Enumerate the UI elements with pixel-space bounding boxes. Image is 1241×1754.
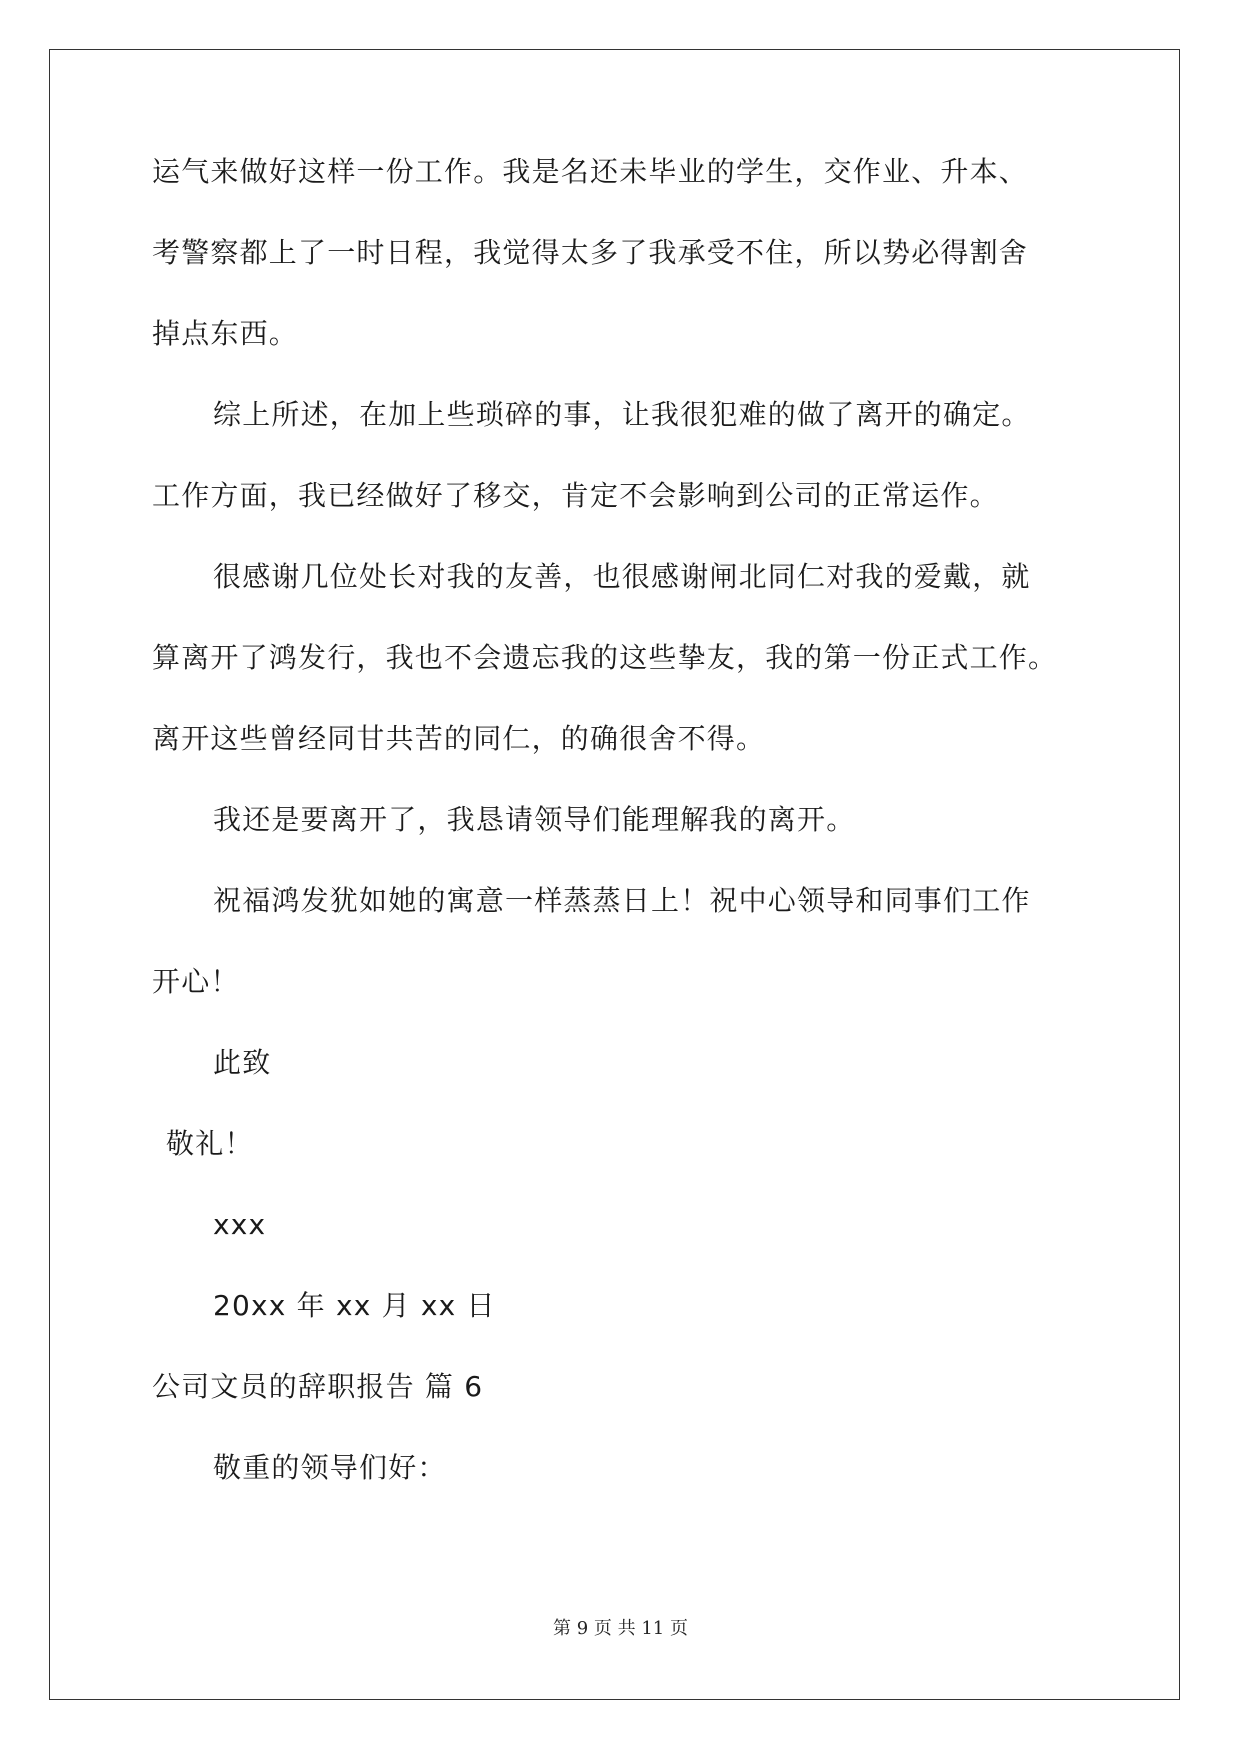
signature-line: xxx (213, 1208, 267, 1241)
body-line-9: 我还是要离开了，我恳请领导们能理解我的离开。 (213, 803, 856, 836)
body-line-11: 开心！ (152, 965, 240, 998)
body-line-8: 离开这些曾经同甘共苦的同仁，的确很舍不得。 (152, 722, 766, 755)
body-line-3: 掉点东西。 (152, 317, 299, 350)
body-line-2: 考警察都上了一时日程，我觉得太多了我承受不住，所以势必得割舍 (152, 236, 1029, 269)
salutation-line: 敬礼！ (166, 1127, 254, 1160)
greeting-line: 敬重的领导们好： (213, 1451, 447, 1484)
body-line-1: 运气来做好这样一份工作。我是名还未毕业的学生，交作业、升本、 (152, 155, 1029, 188)
page-footer: 第 9 页 共 11 页 (553, 1618, 688, 1639)
body-line-10: 祝福鸿发犹如她的寓意一样蒸蒸日上！祝中心领导和同事们工作 (213, 884, 1031, 917)
body-line-7: 算离开了鸿发行，我也不会遗忘我的这些挚友，我的第一份正式工作。 (152, 641, 1058, 674)
closing-line: 此致 (213, 1046, 272, 1079)
date-line: 20xx 年 xx 月 xx 日 (213, 1289, 496, 1322)
body-line-4: 综上所述，在加上些琐碎的事，让我很犯难的做了离开的确定。 (213, 398, 1031, 431)
section-heading: 公司文员的辞职报告 篇 6 (152, 1370, 484, 1403)
body-line-5: 工作方面，我已经做好了移交，肯定不会影响到公司的正常运作。 (152, 479, 999, 512)
body-line-6: 很感谢几位处长对我的友善，也很感谢闸北同仁对我的爱戴，就 (213, 560, 1031, 593)
